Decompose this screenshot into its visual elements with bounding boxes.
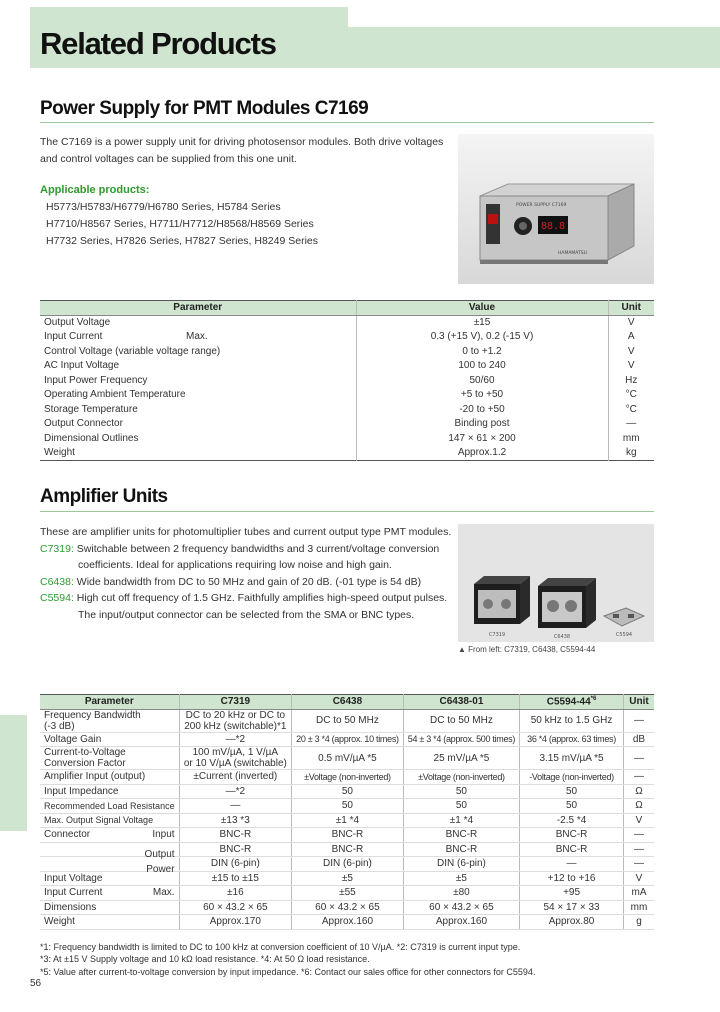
amp-value-cell: 50 xyxy=(403,799,519,814)
amp-param-cell xyxy=(40,886,179,901)
amp-value-cell: 25 mV/µA *5 xyxy=(403,747,519,770)
amp-param-label: Frequency Bandwidth xyxy=(44,709,141,721)
amp-param-label: Input Voltage xyxy=(44,872,103,884)
amp-value-cell: BNC-R xyxy=(179,842,292,857)
amp-unit-cell: mm xyxy=(624,900,655,915)
amp-value-cell: —*2 xyxy=(179,732,292,747)
amp-unit-cell: Ω xyxy=(624,784,655,799)
amp-value-cell: 20 ± 3 *4 (approx. 10 times) xyxy=(292,732,404,747)
ps-table-row xyxy=(40,330,654,345)
amp-value-cell: — xyxy=(179,799,292,814)
ps-param-cell xyxy=(40,315,356,330)
ps-param-cell xyxy=(40,417,356,432)
ps-table-row xyxy=(40,431,654,446)
amp-value-cell: Approx.160 xyxy=(403,915,519,930)
amp-value-cell: Approx.170 xyxy=(179,915,292,930)
ps-photo-brand: HAMAMATSU xyxy=(558,251,587,256)
ps-value-cell: 100 to 240 xyxy=(356,359,608,374)
amp-value-cell: BNC-R xyxy=(179,828,292,843)
amp-item-c7319 xyxy=(40,541,458,558)
amp-value-cell: BNC-R xyxy=(292,828,404,843)
amp-value-cell: 3.15 mV/µA *5 xyxy=(520,747,624,770)
amp-param-label: Recommended Load Resistance xyxy=(44,800,175,811)
amp-product-photo xyxy=(458,524,654,642)
amp-unit-cell: — xyxy=(624,770,655,785)
amp-unit-cell: Ω xyxy=(624,799,655,814)
ps-table-row xyxy=(40,359,654,374)
ps-table-row xyxy=(40,388,654,403)
amp-value-cell: 50 kHz to 1.5 GHz xyxy=(520,709,624,732)
amp-value-cell: ±1 *4 xyxy=(403,813,519,828)
amp-value-cell: 50 xyxy=(292,799,404,814)
amp-photo-caption: ▲ From left: C7319, C6438, C5594-44 xyxy=(458,645,596,654)
amp-value-cell: DC to 50 MHz xyxy=(403,709,519,732)
ps-spec-table xyxy=(40,300,654,461)
ps-unit-cell: — xyxy=(608,417,654,432)
amp-value-cell: — xyxy=(520,857,624,872)
amp-photo-label: C6438 xyxy=(553,634,571,640)
amp-header-unit: Unit xyxy=(624,695,655,710)
ps-table-row xyxy=(40,446,654,461)
amp-intro-block xyxy=(40,524,458,623)
amp-value-cell: +95 xyxy=(520,886,624,901)
amp-param-cell xyxy=(40,799,179,814)
ps-unit-cell: °C xyxy=(608,388,654,403)
amp-table-row xyxy=(40,915,654,930)
amp-param-cell xyxy=(40,828,179,843)
side-tab-marker xyxy=(0,715,27,831)
amp-param-label: Input Current xyxy=(44,887,103,899)
ps-value-cell: ±15 xyxy=(356,315,608,330)
amp-spec-table xyxy=(40,694,654,930)
amp-param-sublabel: Input xyxy=(152,829,175,841)
amp-item-c5594 xyxy=(40,590,458,607)
amp-value-line: DC to 20 kHz or DC to xyxy=(185,709,286,721)
amp-section-title: Amplifier Units xyxy=(40,486,168,507)
ps-unit-cell: V xyxy=(608,359,654,374)
amp-value-cell: Approx.160 xyxy=(292,915,404,930)
ps-param-cell xyxy=(40,373,356,388)
amp-value-cell: ±15 to ±15 xyxy=(179,871,292,886)
amp-param-label: Current-to-Voltage xyxy=(44,747,126,758)
amp-header-c6438: C6438 xyxy=(292,695,404,710)
amp-param-cell xyxy=(40,732,179,747)
amp-value-cell: 50 xyxy=(520,799,624,814)
applicable-item: H7732 Series, H7826 Series, H7827 Series, H8249 Series xyxy=(46,235,318,247)
amp-param-label: Conversion Factor xyxy=(44,758,126,769)
amp-table-row xyxy=(40,813,654,828)
amp-value-cell: ±1 *4 xyxy=(292,813,404,828)
amp-table-row xyxy=(40,828,654,843)
amp-table-row xyxy=(40,732,654,747)
model-label: C5594: xyxy=(40,592,74,604)
amp-value-cell: 60 × 43.2 × 65 xyxy=(292,900,404,915)
amp-header-c5594-44 xyxy=(520,695,624,710)
applicable-list xyxy=(46,199,318,250)
amp-param-label: Connector xyxy=(44,829,91,841)
amp-table-row xyxy=(40,799,654,814)
amp-param-label: (-3 dB) xyxy=(44,720,75,732)
model-text: Wide bandwidth from DC to 50 MHz and gain of 20 dB. (-01 type is 54 dB) xyxy=(76,575,422,588)
ps-header-value: Value xyxy=(356,301,608,316)
amp-value-cell: BNC-R xyxy=(292,842,404,857)
ps-unit-cell: Hz xyxy=(608,373,654,388)
amp-param-cell xyxy=(40,842,179,861)
applicable-item: H7710/H8567 Series, H7711/H7712/H8568/H8569 Series xyxy=(46,218,314,230)
amp-unit-cell: mA xyxy=(624,886,655,901)
model-text: High cut off frequency of 1.5 GHz. Faithfully amplifies high-speed output pulses. xyxy=(76,592,448,604)
ps-table-row xyxy=(40,373,654,388)
ps-table-row xyxy=(40,402,654,417)
ps-param-condition: Max. xyxy=(186,331,208,343)
amp-value-cell: —*2 xyxy=(179,784,292,799)
amp-param-sublabel: Power xyxy=(146,863,175,875)
amp-table-row xyxy=(40,770,654,785)
footnote: *5: Value after current-to-voltage conversion by input impedance. *6: Contact our sales office for other connectors for C5594. xyxy=(40,966,536,977)
applicable-item: H5773/H5783/H6779/H6780 Series, H5784 Series xyxy=(46,201,281,213)
model-label: C7319: xyxy=(40,542,74,555)
ps-value-cell: 147 × 61 × 200 xyxy=(356,431,608,446)
amp-value-cell: DIN (6-pin) xyxy=(403,857,519,872)
amp-unit-cell: — xyxy=(624,842,655,857)
ps-param-label: Output Voltage xyxy=(44,317,111,328)
applicable-heading: Applicable products: xyxy=(40,184,150,196)
amp-photo-label: C5594 xyxy=(615,632,633,638)
ps-table-header xyxy=(40,301,654,316)
ps-param-cell xyxy=(40,330,356,345)
ps-photo-panel-text: POWER SUPPLY C7169 xyxy=(516,203,567,208)
amp-unit-cell: — xyxy=(624,828,655,843)
amp-unit-cell: — xyxy=(624,747,655,770)
amp-param-sublabel: Output xyxy=(144,849,175,861)
ps-value-cell: 50/60 xyxy=(356,373,608,388)
amp-value-cell: 60 × 43.2 × 65 xyxy=(179,900,292,915)
model-text-cont: coefficients. Ideal for applications requiring low noise and high gain. xyxy=(78,559,392,571)
ps-unit-cell: °C xyxy=(608,402,654,417)
amp-value-cell: Approx.80 xyxy=(520,915,624,930)
ps-param-label: Input Current xyxy=(44,331,103,343)
page-title: Related Products xyxy=(40,26,276,61)
amp-value-cell: 54 ± 3 *4 (approx. 500 times) xyxy=(403,732,519,747)
ps-param-label: Dimensional Outlines xyxy=(44,432,139,444)
ps-param-cell xyxy=(40,344,356,359)
amp-value-cell: 54 × 17 × 33 xyxy=(520,900,624,915)
amp-value-cell: 36 *4 (approx. 63 times) xyxy=(520,732,624,747)
ps-unit-cell: V xyxy=(608,315,654,330)
ps-value-cell: -20 to +50 xyxy=(356,402,608,417)
amp-unit-cell: — xyxy=(624,857,655,872)
amp-param-label: Max. Output Signal Voltage xyxy=(44,815,154,826)
amp-value-cell: ±Current (inverted) xyxy=(179,770,292,785)
ps-value-cell: Approx.1.2 xyxy=(356,446,608,461)
amp-value-cell: DIN (6-pin) xyxy=(292,857,404,872)
ps-table-row xyxy=(40,417,654,432)
model-label: C6438: xyxy=(40,575,74,588)
model-text-cont: The input/output connector can be selected from the SMA or BNC types. xyxy=(78,608,415,621)
ps-param-cell xyxy=(40,446,356,461)
amp-value-cell: 0.5 mV/µA *5 xyxy=(292,747,404,770)
ps-title-rule xyxy=(40,122,654,123)
header-tab xyxy=(348,7,720,27)
ps-param-label: AC Input Voltage xyxy=(44,360,120,372)
amp-param-label: Voltage Gain xyxy=(44,733,102,745)
amp-value-cell: DIN (6-pin) xyxy=(179,857,292,872)
amp-param-cell xyxy=(40,813,179,828)
amp-param-sublabel: Max. xyxy=(152,887,175,899)
ps-section-title: Power Supply for PMT Modules C7169 xyxy=(40,98,369,119)
amp-intro: These are amplifier units for photomultiplier tubes and current output type PMT modules. xyxy=(40,526,452,538)
amp-photo-label: C7319 xyxy=(488,632,506,638)
amp-table-row xyxy=(40,871,654,886)
ps-table-row xyxy=(40,344,654,359)
ps-unit-cell: mm xyxy=(608,431,654,446)
amp-unit-cell: g xyxy=(624,915,655,930)
amp-param-cell xyxy=(40,770,179,785)
amp-unit-cell: dB xyxy=(624,732,655,747)
amp-title-rule xyxy=(40,511,654,512)
amp-unit-cell: V xyxy=(624,871,655,886)
amp-table-header xyxy=(40,695,654,710)
amp-item-c6438 xyxy=(40,574,458,591)
amp-value-cell: BNC-R xyxy=(403,842,519,857)
amp-value-line: or 10 V/µA (switchable) xyxy=(183,758,287,769)
amp-param-label: Weight xyxy=(44,916,75,928)
ps-value-cell: +5 to +50 xyxy=(356,388,608,403)
amp-table-row xyxy=(40,857,654,872)
amp-value-line: 200 kHz (switchable)*1 xyxy=(184,720,287,732)
model-text: Switchable between 2 frequency bandwidths and 3 current/voltage conversion xyxy=(76,542,440,555)
amp-param-label: Input Impedance xyxy=(44,785,119,797)
amp-param-cell xyxy=(40,900,179,915)
amp-value-cell: -2.5 *4 xyxy=(520,813,624,828)
amp-value-cell: DC to 50 MHz xyxy=(292,709,404,732)
amp-value-cell: 50 xyxy=(520,784,624,799)
amp-value-cell: ±80 xyxy=(403,886,519,901)
amp-unit-cell: V xyxy=(624,813,655,828)
amp-param-cell xyxy=(40,915,179,930)
amp-value-cell: ±Voltage (non-inverted) xyxy=(403,770,519,785)
amp-value-cell: 50 xyxy=(403,784,519,799)
amp-value-cell: ±16 xyxy=(179,886,292,901)
ps-param-cell xyxy=(40,402,356,417)
amp-value-cell: -Voltage (non-inverted) xyxy=(520,770,624,785)
ps-param-label: Storage Temperature xyxy=(44,403,138,415)
amp-value-cell: BNC-R xyxy=(520,828,624,843)
ps-param-label: Weight xyxy=(44,447,75,458)
ps-param-label: Output Connector xyxy=(44,418,123,430)
amp-value-cell: ±13 *3 xyxy=(179,813,292,828)
ps-param-cell xyxy=(40,359,356,374)
ps-header-unit: Unit xyxy=(608,301,654,316)
amp-value-cell: 60 × 43.2 × 65 xyxy=(403,900,519,915)
ps-param-cell xyxy=(40,388,356,403)
amp-header-c7319: C7319 xyxy=(179,695,292,710)
amp-unit-cell: — xyxy=(624,709,655,732)
ps-unit-cell: V xyxy=(608,344,654,359)
amp-param-cell xyxy=(40,747,179,770)
ps-unit-cell: kg xyxy=(608,446,654,461)
amp-table-row xyxy=(40,886,654,901)
ps-value-cell: 0.3 (+15 V), 0.2 (-15 V) xyxy=(356,330,608,345)
amp-table-row xyxy=(40,900,654,915)
ps-param-cell xyxy=(40,431,356,446)
page-number: 56 xyxy=(30,978,42,989)
amp-value-cell: BNC-R xyxy=(520,842,624,857)
footnote: *3: At ±15 V Supply voltage and 10 kΩ load resistance. *4: At 50 Ω load resistance. xyxy=(40,954,370,965)
amp-table-row xyxy=(40,747,654,770)
ps-photo-display: 88.8 xyxy=(540,221,566,232)
amp-param-cell xyxy=(40,784,179,799)
amp-table-row xyxy=(40,709,654,732)
amp-table-row xyxy=(40,842,654,857)
footnote: *1: Frequency bandwidth is limited to DC to 100 kHz at conversion coefficient of 10 V/µA. *2: C7319 is current input type. xyxy=(40,942,521,952)
ps-value-cell: 0 to +1.2 xyxy=(356,344,608,359)
amp-param-label: Amplifier Input (output) xyxy=(44,771,146,783)
amp-value-cell: ±55 xyxy=(292,886,404,901)
amp-param-label: Dimensions xyxy=(44,901,97,913)
amp-header-parameter: Parameter xyxy=(40,695,179,710)
amp-value-cell xyxy=(179,709,292,732)
ps-param-label: Control Voltage (variable voltage range) xyxy=(44,345,221,357)
ps-param-label: Input Power Frequency xyxy=(44,374,148,386)
ps-product-photo xyxy=(458,134,654,284)
amp-value-cell: BNC-R xyxy=(403,828,519,843)
amp-param-cell xyxy=(40,857,179,875)
ps-unit-cell: A xyxy=(608,330,654,345)
ps-param-label: Operating Ambient Temperature xyxy=(44,389,186,401)
amp-value-cell: +12 to +16 xyxy=(520,871,624,886)
ps-table-row xyxy=(40,315,654,330)
amp-value-line: 100 mV/µA, 1 V/µA xyxy=(192,747,279,758)
amp-value-cell: ±5 xyxy=(292,871,404,886)
amp-value-cell xyxy=(179,747,292,770)
ps-intro: The C7169 is a power supply unit for driving photosensor modules. Both drive voltages and control voltages can be supplied from this one unit. xyxy=(40,136,444,165)
header-label: C5594-44 xyxy=(546,696,591,708)
amp-param-cell xyxy=(40,709,179,732)
ps-value-cell: Binding post xyxy=(356,417,608,432)
header-footnote: *6 xyxy=(590,696,597,703)
footnotes xyxy=(40,941,535,978)
amp-header-c6438-01: C6438-01 xyxy=(403,695,519,710)
amp-table-row xyxy=(40,784,654,799)
amp-value-cell: ±Voltage (non-inverted) xyxy=(292,770,404,785)
amp-value-cell: ±5 xyxy=(403,871,519,886)
ps-header-parameter: Parameter xyxy=(40,301,356,316)
amp-value-cell: 50 xyxy=(292,784,404,799)
